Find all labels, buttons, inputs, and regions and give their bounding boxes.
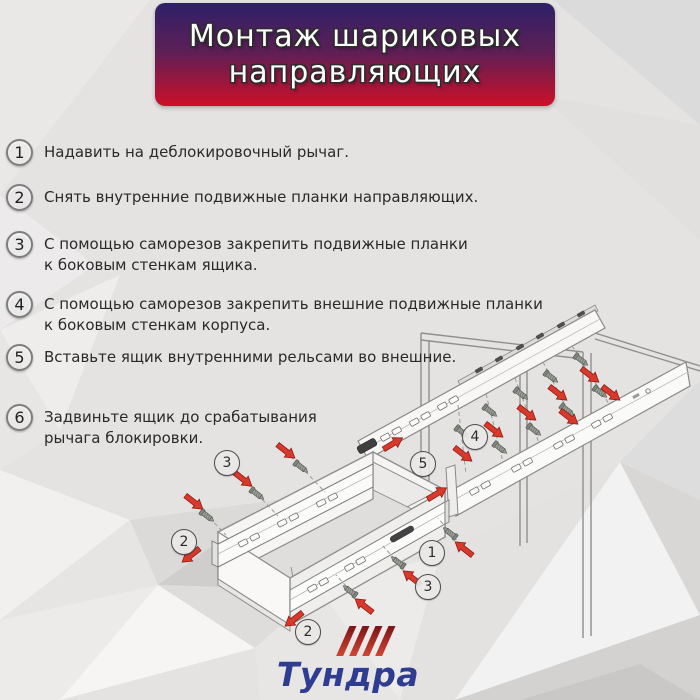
callout-3-right: 3: [415, 574, 441, 600]
logo-text: Тундра: [276, 655, 420, 694]
step-3: 3 С помощью саморезов закрепить подвижные планки к боковым стенкам ящика.: [6, 231, 468, 276]
page-title-line1: Монтаж шариковых: [188, 18, 522, 54]
step-6-number: 6: [6, 404, 33, 431]
step-3-number: 3: [6, 231, 33, 258]
callout-2-left: 2: [171, 529, 197, 555]
step-2-text: Снять внутренние подвижные планки направляющих.: [44, 188, 479, 206]
step-6-text: Задвиньте ящик до срабатывания: [44, 408, 317, 426]
step-1-number: 1: [6, 139, 33, 166]
step-5-number: 5: [6, 344, 33, 371]
step-4: 4 С помощью саморезов закрепить внешние подвижные планки к боковым стенкам корпуса.: [6, 291, 543, 336]
step-4-number: 4: [6, 291, 33, 318]
step-2: [6, 184, 478, 211]
step-5-text: Вставьте ящик внутренними рельсами во внешние.: [44, 348, 457, 366]
callout-1: 1: [419, 540, 445, 566]
step-1-text: Надавить на деблокировочный рычаг.: [44, 143, 349, 161]
callout-4: 4: [462, 424, 488, 450]
step-5: [6, 344, 456, 371]
callout-2-bottom: 2: [295, 619, 321, 645]
step-2-number: 2: [6, 184, 33, 211]
callout-3-top: 3: [214, 450, 240, 476]
step-6: 6 Задвиньте ящик до срабатывания рычага блокировки.: [6, 404, 317, 449]
step-3-text: С помощью саморезов закрепить подвижные планки: [44, 235, 468, 253]
step-4-text: С помощью саморезов закрепить внешние подвижные планки: [44, 295, 543, 313]
page-title-line2: направляющих: [228, 54, 482, 90]
step-1: [6, 139, 349, 166]
brand-logo: [277, 626, 419, 692]
header-banner: [155, 3, 555, 106]
logo-stripes-icon: [343, 626, 389, 656]
callout-5: 5: [410, 451, 436, 477]
